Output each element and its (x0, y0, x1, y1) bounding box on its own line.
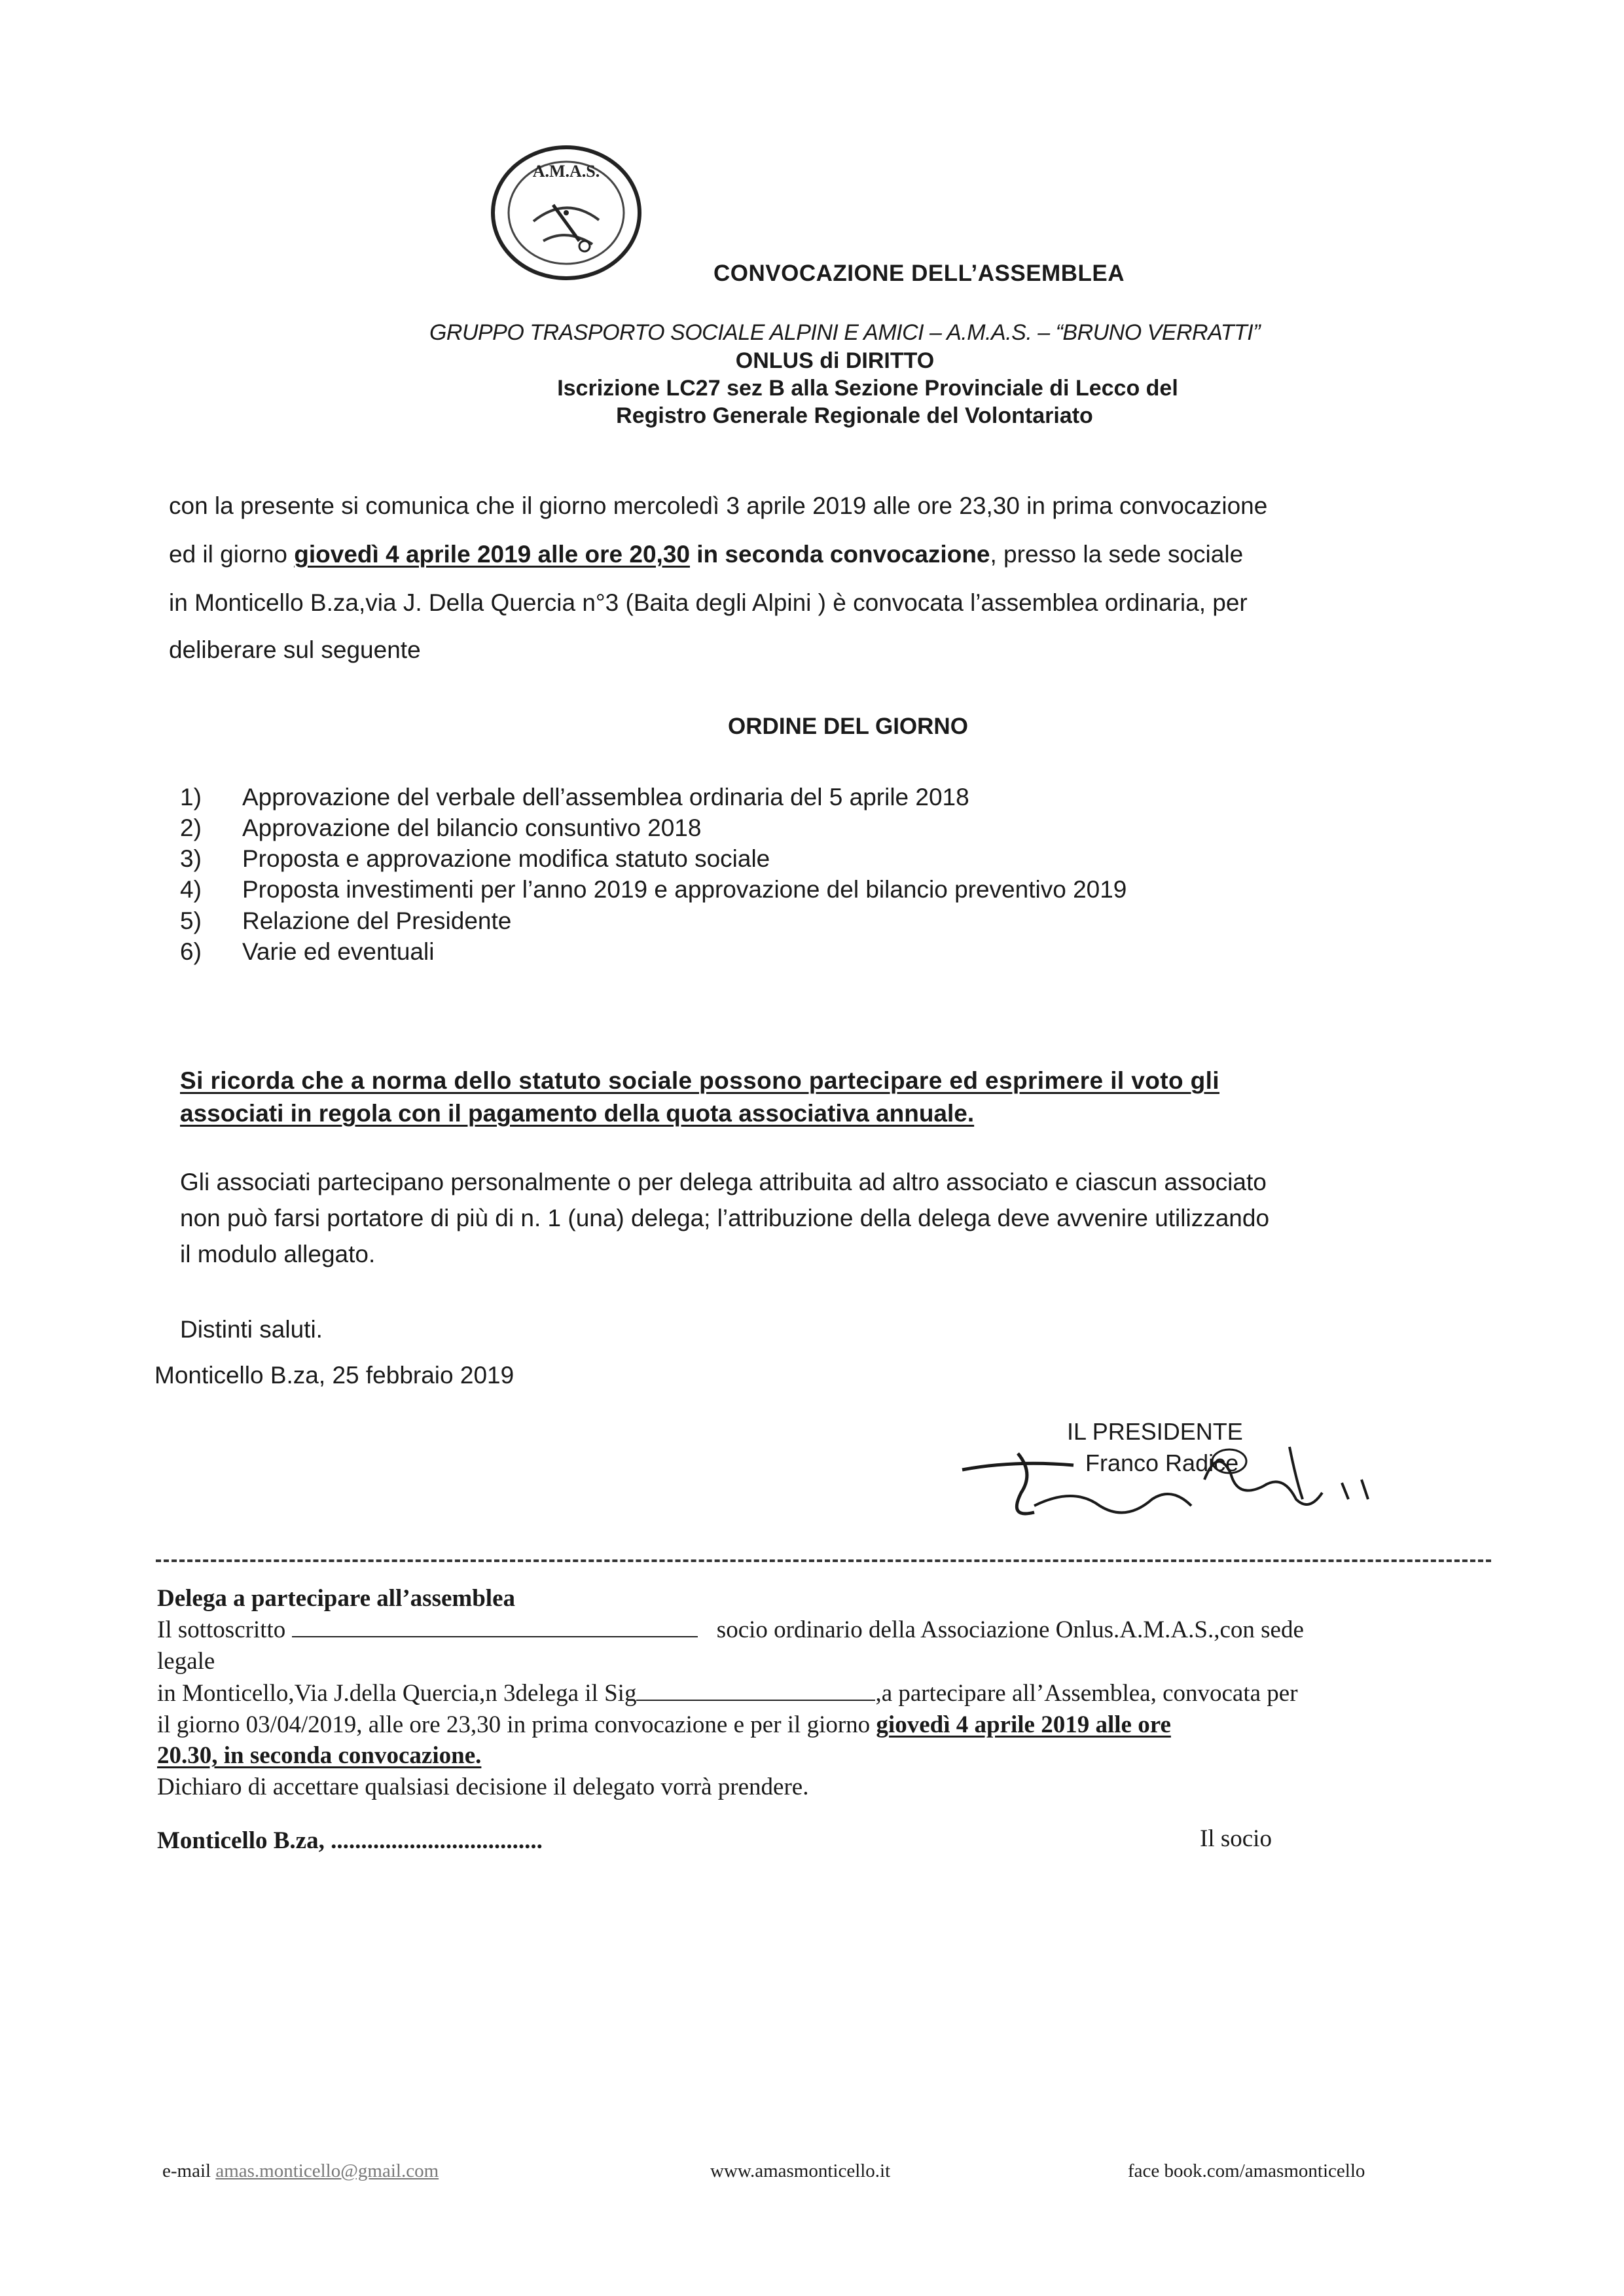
agenda-item-number: 2) (180, 814, 202, 841)
form-title: Delega a partecipare all’assemblea (157, 1585, 515, 1612)
handwritten-signature (956, 1408, 1414, 1558)
organization-status: ONLUS di DIRITTO (735, 348, 935, 373)
document-title: CONVOCAZIONE DELL’ASSEMBLEA (713, 261, 1125, 286)
form-second-convocation-date: giovedì 4 aprile 2019 alle ore (876, 1711, 1171, 1738)
form-place-date-field[interactable]: Monticello B.za, ................................... (157, 1827, 543, 1854)
form-line-3 (157, 1679, 1298, 1707)
form-line-1 (157, 1616, 1304, 1644)
cut-line-divider (156, 1559, 1491, 1562)
footer-website-link[interactable]: www.amasmonticello.it (710, 2160, 891, 2181)
intro-line-2-d: , presso la sede sociale (990, 541, 1244, 568)
agenda-item-number: 4) (180, 876, 202, 903)
logo-text: A.M.A.S. (532, 162, 600, 181)
second-convocation-label: in seconda convocazione (689, 541, 990, 568)
signer-name: Franco Radice (1085, 1449, 1239, 1476)
intro-line-3: in Monticello B.za,via J. Della Quercia n°3 (Baita degli Alpini ) è convocata l’assemblea ordinaria, per (169, 589, 1248, 616)
delegation-note-line-3: il modulo allegato. (180, 1241, 376, 1267)
reminder-line-1: Si ricorda che a norma dello statuto sociale possono partecipare ed esprimere il voto gli (180, 1067, 1219, 1094)
agenda-item (180, 784, 969, 811)
intro-line-4: deliberare sul seguente (169, 636, 421, 663)
intro-line-2-a: ed il giorno (169, 541, 295, 568)
agenda-item-text: Varie ed eventuali (242, 938, 435, 965)
agenda-item (180, 876, 1127, 903)
agenda-item (180, 938, 434, 966)
agenda-item (180, 907, 511, 935)
form-line-4 (157, 1711, 1171, 1739)
form-undersigned-label: Il sottoscritto (157, 1616, 286, 1643)
agenda-item-text: Approvazione del verbale dell’assemblea ordinaria del 5 aprile 2018 (242, 784, 969, 811)
form-line-6: Dichiaro di accettare qualsiasi decisione il delegato vorrà prendere. (157, 1774, 809, 1800)
reminder-line-2: associati in regola con il pagamento della quota associativa annuale. (180, 1100, 975, 1127)
delegate-name-blank[interactable] (636, 1681, 875, 1701)
form-line-5: 20.30, in seconda convocazione. (157, 1742, 482, 1769)
agenda-item-number: 6) (180, 938, 202, 965)
footer-email (162, 2160, 439, 2182)
form-member-text: socio ordinario della Associazione Onlus.A.M.A.S.,con sede (716, 1616, 1304, 1643)
agenda-item (180, 845, 770, 873)
agenda-item-text: Proposta investimenti per l’anno 2019 e approvazione del bilancio preventivo 2019 (242, 876, 1127, 903)
footer-email-label: e-mail (162, 2160, 216, 2181)
delegation-note-line-1: Gli associati partecipano personalmente o per delega attribuita ad altro associato e ciascun associato (180, 1169, 1267, 1195)
organization-name: GRUPPO TRASPORTO SOCIALE ALPINI E AMICI – A.M.A.S. – “BRUNO VERRATTI” (429, 320, 1261, 345)
registration-line-1: Iscrizione LC27 sez B alla Sezione Provinciale di Lecco del (557, 376, 1178, 401)
footer-facebook-link[interactable]: face book.com/amasmonticello (1128, 2160, 1365, 2181)
form-member-signature-label: Il socio (1200, 1825, 1272, 1852)
place-and-date: Monticello B.za, 25 febbraio 2019 (154, 1362, 514, 1389)
closing-greeting: Distinti saluti. (180, 1316, 323, 1343)
form-first-convocation: il giorno 03/04/2019, alle ore 23,30 in prima convocazione e per il giorno (157, 1711, 876, 1738)
association-logo (488, 143, 645, 283)
agenda-item (180, 814, 701, 842)
undersigned-name-blank[interactable] (292, 1618, 698, 1637)
form-delegate-label: in Monticello,Via J.della Quercia,n 3delega il Sig (157, 1680, 637, 1707)
form-line-2: legale (157, 1648, 215, 1675)
intro-line-2 (169, 541, 1243, 568)
agenda-item-text: Approvazione del bilancio consuntivo 2018 (242, 814, 702, 841)
intro-line-1: con la presente si comunica che il giorno mercoledì 3 aprile 2019 alle ore 23,30 in prima convocazione (169, 492, 1268, 519)
second-convocation-date: giovedì 4 aprile 2019 alle ore 20,30 (294, 541, 690, 568)
footer-email-link[interactable]: amas.monticello@gmail.com (215, 2160, 439, 2181)
agenda-item-number: 5) (180, 907, 202, 934)
agenda-item-text: Relazione del Presidente (242, 907, 512, 934)
agenda-item-number: 3) (180, 845, 202, 872)
delegation-note-line-2: non può farsi portatore di più di n. 1 (una) delega; l’attribuzione della delega deve avvenire utilizzando (180, 1205, 1270, 1231)
agenda-title: ORDINE DEL GIORNO (728, 714, 968, 739)
form-delegate-text: ,a partecipare all’Assemblea, convocata per (875, 1680, 1298, 1707)
agenda-item-text: Proposta e approvazione modifica statuto sociale (242, 845, 770, 872)
agenda-item-number: 1) (180, 784, 202, 811)
signer-role: IL PRESIDENTE (1067, 1418, 1243, 1445)
registration-line-2: Registro Generale Regionale del Volontariato (616, 403, 1093, 428)
